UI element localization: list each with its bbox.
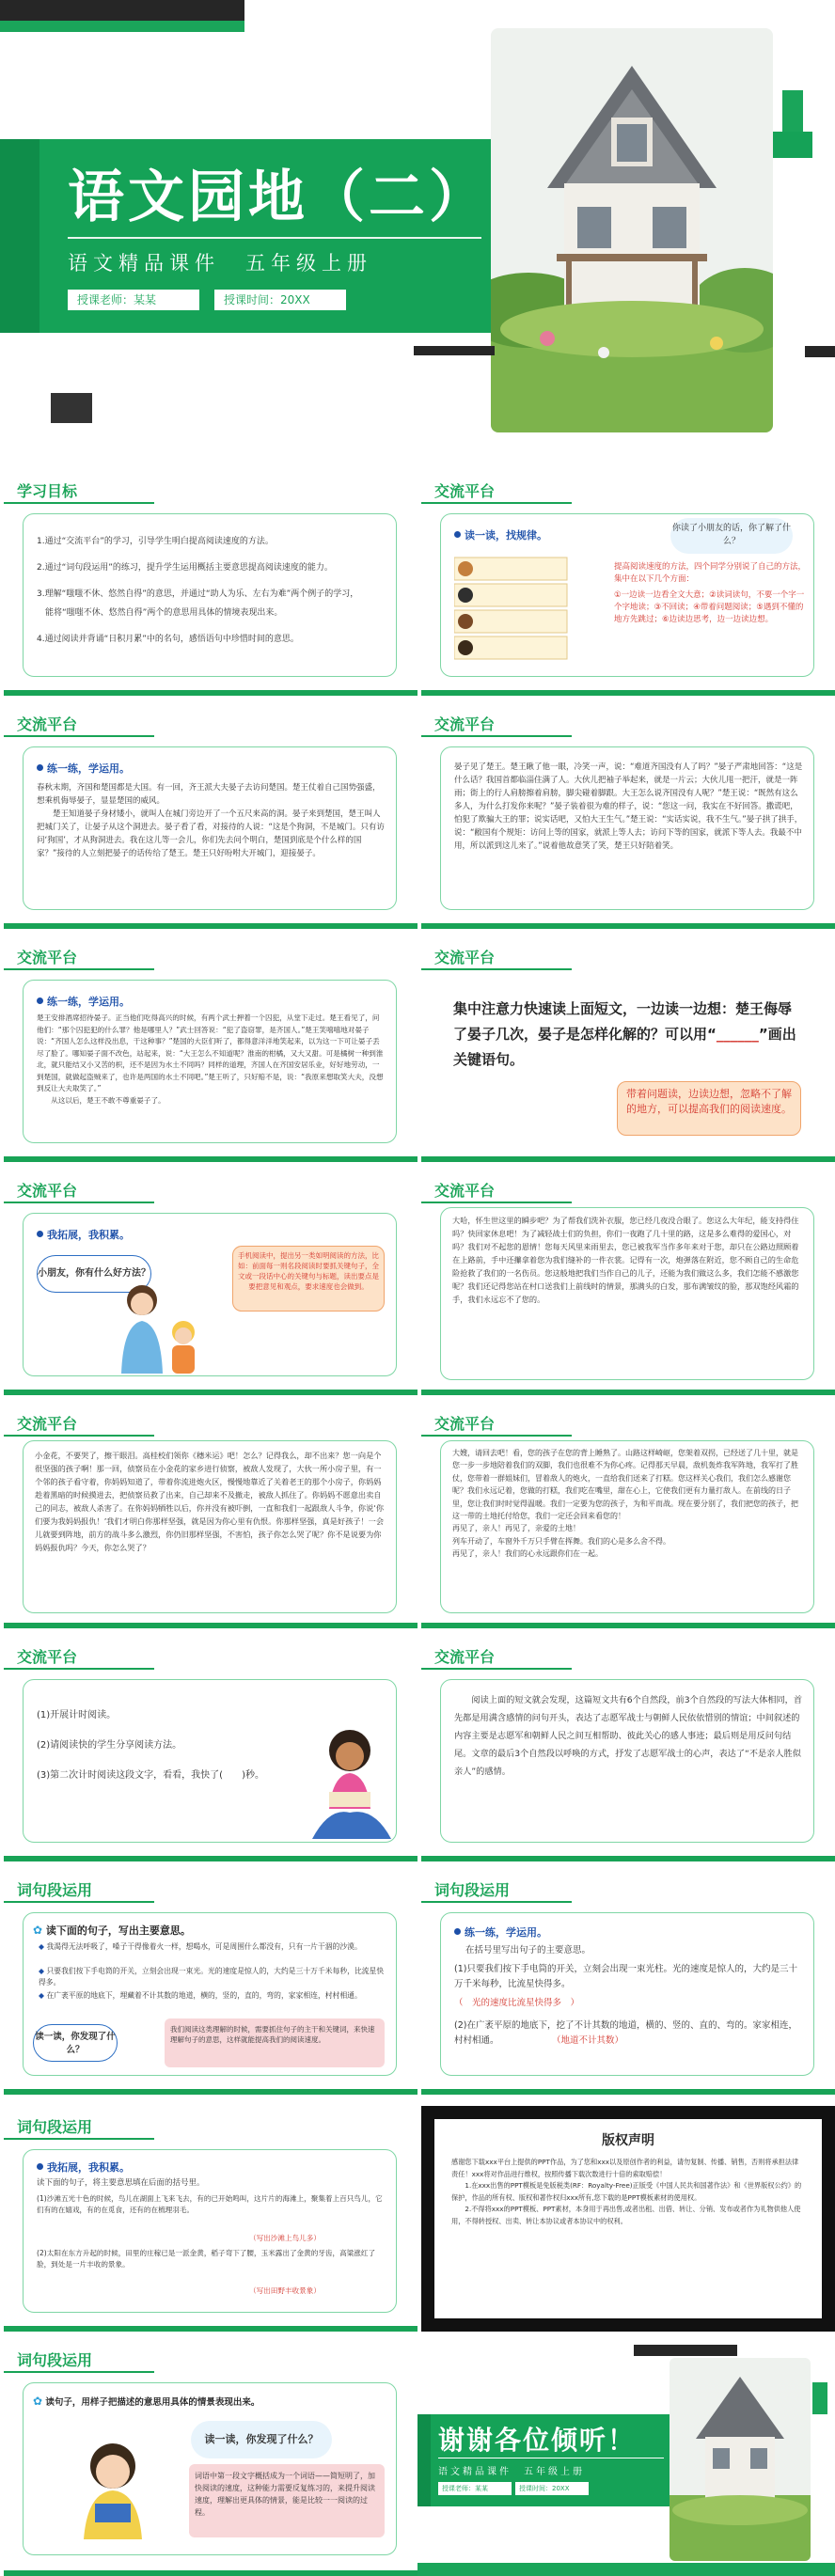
sentence-text: 在广袤平原的地底下，埋藏着不计其数的地道，横的，竖的，直的，弯的，家家相连，村村相通。 — [46, 1991, 362, 2000]
slide-heading: 交流平台 — [434, 715, 496, 733]
bullet-icon: ◆ — [39, 1991, 47, 2000]
slide-heading: 交流平台 — [434, 1648, 496, 1666]
sub-heading-text: 我拓展，我积累。 — [47, 1229, 130, 1241]
decor-bar — [805, 346, 835, 357]
slide-learning-goals — [4, 470, 418, 696]
tip-box: 带着问题读，边读边想，忽略不了解的地方，可以提高我们的阅读速度。 — [617, 1081, 801, 1136]
heading-underline — [421, 1668, 572, 1670]
content-card — [440, 746, 814, 910]
content-card — [440, 513, 814, 677]
slide-exchange-practice-3 — [4, 936, 418, 1162]
heading-underline — [421, 1202, 572, 1203]
end-subtitle: 语文精品课件 五年级上册 — [438, 2467, 585, 2477]
content-card — [23, 513, 397, 677]
question-text — [453, 997, 801, 1073]
heading-underline — [4, 1901, 154, 1903]
slide-exchange-practice-2 — [421, 703, 835, 929]
slide-copyright — [421, 2106, 835, 2332]
bullet-icon — [454, 1928, 461, 1935]
story-text: 大嫂，请回去吧！看，您的孩子在您的背上睡熟了。山路这样崎岖，您架着双拐，已经送了几十里，就是您一步一步地陪着我们的双脚，我们也很难不为你心疼。记得那天早晨，敌机轰炸我军阵地，我军打了胜仗，您带着一群姐妹们，冒着敌人的炮火，一直给我们送来了打糕。您这样关心我们，我们怎么感谢您呢？我们永远记着，您做的打糕，我们吃在嘴里，甜在心上，它使我们更有力量打敌人。在前线的日子里，您让我们时时觉得温暖。我们一定要为您的孩子，为和平而战。现在要分别了，我们把您的孩子，把这一带的土地托付给您，我们一定还会回来看您的！ 再见了，亲人！再见了，亲爱的土地！ 列车开动了，车窗外千万只手臂在挥舞。我们的心是多么舍不得。 再见了，亲人！我们的心永远跟你们在一起。 — [452, 1449, 798, 1559]
sub-heading — [33, 1923, 191, 1938]
slide-heading: 交流平台 — [17, 1648, 78, 1666]
answer-line: （ 光的速度比流星快得多 ） — [454, 1998, 580, 2008]
decor-bar — [634, 2345, 737, 2356]
step-item: (1)开展计时阅读。 — [37, 1710, 117, 1720]
slide-heading: 词句段运用 — [17, 2351, 93, 2369]
decor-block — [812, 2382, 827, 2414]
teacher-chip: 授课老师：某某 — [438, 2482, 512, 2495]
slide-heading: 交流平台 — [434, 949, 496, 966]
flower-icon: ✿ — [33, 2395, 43, 2408]
copyright-card — [434, 2119, 822, 2318]
question-part: ”画出关键语句。 — [453, 1026, 796, 1068]
footer-bar — [4, 690, 418, 696]
decor-block — [773, 132, 812, 158]
sentence-text: 只要我们按下手电筒的开关，立刻会出现一束光。光的速度是惊人的，大约是三十万千米每秒，比流星快得多。 — [39, 1967, 385, 1987]
question-part: 集中注意力快速读上面短文，一边读一边想：楚王侮辱了晏子几次，晏子是怎样化解的？可以用“ — [453, 1000, 793, 1043]
bullet-icon — [37, 764, 43, 771]
tip-box: 词语中第一段文字概括成为一个词语——简短明了，加快阅读的速度，这种能力需要反复练习的，来提升阅读速度，理解出更具体的情景，能是比较一一阅读的过程。 — [189, 2464, 385, 2537]
heading-underline — [4, 2371, 154, 2373]
teacher-chip: 授课老师：某某 — [68, 290, 199, 310]
goal-item: 3.理解“嗤嗤不休、悠然自得”的意思，并通过“助人为乐、左右为难”两个例子的学习， — [37, 589, 359, 599]
teacher-child-illustration — [104, 1280, 208, 1374]
time-chip: 授课时间：20XX — [515, 2482, 589, 2495]
time-chip: 授课时间：20XX — [214, 290, 346, 310]
answer-text: 写出田野丰收景象 — [256, 2286, 314, 2295]
bullet-icon: ◆ — [39, 1967, 47, 1975]
cover-subtitle: 语文精品课件 五年级上册 — [68, 252, 372, 275]
slide-heading: 词句段运用 — [17, 2118, 93, 2136]
sub-heading-text: 我拓展，我积累。 — [47, 2161, 130, 2174]
footer-bar — [4, 1390, 418, 1395]
speech-bubble: 小朋友，你有什么好方法？ — [37, 1255, 151, 1293]
content-card — [23, 1912, 397, 2076]
cover-title: 语文园地（二） — [68, 165, 489, 230]
goal-item: 1.通过“交流平台”的学习，引导学生明白提高阅读速度的方法。 — [37, 537, 274, 546]
sentence-text: (2)太阳在东方升起的时候，田里的庄稼已是一派金黄，稻子弯下了腰，玉米露出了金黄的牙齿，高粱涨红了脸，到处是一片丰收的景象。 — [37, 2249, 376, 2269]
slide-words-sentences-3 — [4, 2106, 418, 2332]
content-card — [23, 2149, 397, 2313]
decor-bar — [0, 21, 244, 32]
reading-girl-illustration — [301, 1726, 399, 1850]
sentence-text: (2)在广袤平原的地底下，挖了不计其数的地道，横的、竖的、直的、弯的。家家相连，村村相通。 — [454, 2020, 797, 2046]
title-band-edge — [0, 139, 39, 333]
slide-words-sentences-1 — [4, 1869, 418, 2095]
slide-heading: 词句段运用 — [17, 1881, 93, 1899]
sub-heading — [37, 1227, 130, 1242]
slide-heading: 交流平台 — [17, 1415, 78, 1433]
footer-bar — [421, 1856, 835, 1861]
story-text: 大哈，怀生世这里的瞬步吧？为了帮我们洗补衣服，您已经几夜没合眼了。您这么大年纪，能支持得住吗？快回家休息吧！为了减轻战士们的负担，你们一夜跑了几十里的路，这是多么难得的爱国心，对吗？我们对不起您的恩情！您每天风里来雨里去，您已被我军当作多年来对于您，却只在公路边照顾着在上路前，手中还攥拿着您为我们缝补的一件衣裳。记得有一次，炮弹落在附近，您不顾自己的生命危险抢救了我们的一名伤员。您这般地把我们当作自己的儿子，还能为我们做这么多，我们怎能不感激您呢？我们还记得您站在村口送我们上前线时的情景，那满头的白发，那布满皱纹的脸，那双饱经风霜的手，我们永远忘不了您的。 — [452, 1216, 799, 1304]
decor-bar — [0, 0, 244, 21]
heading-underline — [4, 735, 154, 737]
house-image — [670, 2358, 811, 2561]
footer-bar — [421, 1156, 835, 1162]
footer-bar — [421, 2089, 835, 2095]
sub-heading-text: 读句子，用样子把描述的意思用具体的情景表现出来。 — [45, 2397, 260, 2408]
sentence-text: 我渴得无法呼吸了，嗓子干得像着火一样，想喝水，可是周围什么都没有，只有一片干涸的沙漠。 — [46, 1942, 362, 1951]
decor-block — [782, 90, 803, 132]
sub-heading — [454, 1924, 547, 1940]
sub-heading-text: 练一练，学运用。 — [47, 996, 130, 1008]
heading-underline — [421, 735, 572, 737]
bullet-icon: ◆ — [39, 1942, 47, 1951]
content-card — [440, 1912, 814, 2076]
answer-blank: ______ — [716, 1026, 759, 1043]
tip-box: 我们阅读这类理解的时候，需要抓住句子的主干和关键词，来快速理解句子的意思，这样就能提高我们的阅读速度。 — [165, 2018, 385, 2067]
cover-slide — [0, 0, 835, 470]
copyright-text: 感谢您下载xxx平台上提供的PPT作品，为了您和xxx以及原创作者的利益，请勿复制、传播、销售，否则将承担法律责任！xxx将对作品进行维权，按照传播下载次数进行十倍的索取赔偿！ 1.在xxx出售的PPT模板是免版税类(RF：Royalty-Free)正版受《中国人民共和国著作法》和《世界版权公约》的保护，作品的所有权、版权和著作权归xxx所有,您下载的是PPT模板素材的使用权。 2.不得将xxx的PPT模板、PPT素材，本身用于再出售,或者出租、出借、转让、分销、发布或者作为礼物供他人使用，不得转授权、出卖、转让本协议或者本协议中的权利。 — [451, 2158, 802, 2225]
cover-divider — [68, 237, 481, 239]
sub-heading — [37, 761, 130, 776]
slide-heading: 交流平台 — [434, 1415, 496, 1433]
slide-heading: 交流平台 — [17, 715, 78, 733]
footer-bar — [4, 2326, 418, 2332]
slide-heading: 词句段运用 — [434, 1881, 511, 1899]
house-image — [491, 28, 773, 432]
story-text: 小金花，不要哭了，擦干眼泪。高桂校们领你《穗米运》吧！怎么？记得我么，却不出来？您一向是个很坚强的孩子啊！那一回，侦察员在小金花的家乡进行侦察，被敌人发现了，大伙一所小房子里，有一个邻的孩子看守着，你妈妈知道了，带着你流进炮火区，慢慢地靠近了关着老王的那个小房子，你妈妈趁着黑暗的时候摸进去，把侦察员救了出来，自己却来不及撤走，被敌人抓住了。你妈妈不愿意出卖自己的同志，被敌人杀害了。在你妈妈牺牲以后，你并没有被吓倒，一直和我们一起跟敌人斗争，你说‘你们要为我妈妈报仇！’我们才明白你那样坚强，就是因为你心里有仇恨。你那样坚强，真是好孩子！一会儿就要到阵地，前方的战斗多么激烈，你仍旧那样坚强，不害怕，孩子你怎么哭了呢？你不是说要为你妈妈报仇吗？今天，你怎么哭了？ — [35, 1451, 385, 1552]
instruction-text: 在括号里写出句子的主要意思。 — [465, 1945, 591, 1956]
content-card — [23, 1440, 397, 1613]
slide-heading: 交流平台 — [434, 482, 496, 500]
slide-exchange-timing — [4, 1636, 418, 1861]
bullet-icon — [454, 531, 461, 538]
slide-exchange-question — [421, 936, 835, 1162]
slide-exchange-analysis — [421, 1636, 835, 1861]
instruction-text: 读下面的句子，将主要意思填在后面的括号里。 — [37, 2178, 205, 2188]
speech-bubble: 你读了小朋友的话，你了解了什么？ — [670, 518, 793, 554]
flower-icon: ✿ — [33, 1924, 43, 1937]
slide-exchange-practice-1 — [4, 703, 418, 929]
bullet-icon — [37, 997, 43, 1004]
story-text: 晏子见了楚王。楚王瞅了他一眼，冷笑一声，说：“难道齐国没有人了吗？”晏子严肃地回答：“这是什么话？我国首都临淄住满了人。大伙儿把袖子举起来，就是一片云；大伙儿甩一把汗，就是一阵雨；街上的行人肩膀擦着肩膀，脚尖碰着脚跟。大王怎么说齐国没有人呢？”楚王说：“既然有这么多人，为什么打发你来呢？”晏子装着很为难的样子，说：“您这一问，我实在不好回答。撒谎吧，怕犯了欺骗大王的罪；说实话吧，又怕大王生气。”楚王说：“实话实说，我不生气。”晏子拱了拱手，说：“敝国有个规矩：访问上等的国家，就派上等人去；访问下等的国家，就派下等人去。我最不中用，所以派到这儿来了。”说着他故意笑了笑，楚王只好陪着笑。 — [454, 762, 803, 851]
story-text: 春秋末期，齐国和楚国都是大国。有一回，齐王派大夫晏子去访问楚国。楚王仗着自己国势强盛，想乘机侮辱晏子，显显楚国的威风。 楚王知道晏子身材矮小，就叫人在城门旁边开了一个五尺来高的洞。晏子来到楚国，楚王叫人把城门关了，让晏子从这个洞进去。晏子看了看，对接待的人说：“这是个狗洞，不是城门。只有访问‘狗国’，才从狗洞进去。我在这儿等一会儿，你们先去问个明白，楚国到底是个什么样的国家？”接待的人立刻把晏子的话传给了楚王。楚王只好吩咐大开城门，迎接晏子。 — [37, 783, 385, 858]
footer-bar — [421, 690, 835, 696]
footer-bar — [4, 2570, 418, 2576]
end-title: 谢谢各位倾听！ — [438, 2425, 637, 2456]
slide-heading: 交流平台 — [17, 949, 78, 966]
answer-line: （写出田野丰收景象） — [249, 2286, 321, 2295]
footer-bar — [4, 1856, 418, 1861]
heading-underline — [421, 1435, 572, 1437]
footer-bar — [4, 923, 418, 929]
sub-heading-text: 读下面的句子，写出主要意思。 — [45, 1924, 191, 1937]
heading-underline — [4, 1202, 154, 1203]
heading-underline — [4, 2138, 154, 2140]
decor-bar — [414, 346, 495, 355]
decor-block — [51, 393, 92, 423]
content-card — [23, 980, 397, 1143]
boy-illustration — [61, 2434, 165, 2539]
story-text: 楚王安排酒席招待晏子。正当他们吃得高兴的时候，有两个武士押着一个囚犯，从堂下走过。楚王看见了，问他们：“那个囚犯犯的什么罪？他是哪里人？”武士回答说：“犯了盗窃罪，是齐国人。”楚王笑嘻嘻地对晏子说：“齐国人怎么这样没出息，干这种事？”楚国的大臣们听了，都得意洋洋地笑起来，以为这一下可让晏子丢尽了脸了。哪知晏子面不改色，站起来，说：“大王怎么不知道呢？淮南的柑橘，又大又甜。可是橘树一种到淮北，就只能结又小又苦的枳，还不是因为水土不同吗？同样的道理，齐国人在齐国安居乐业，好好地劳动，一到楚国，就做起盗贼来了，也许是两国的水土不同吧。”楚王听了，只好赔不是，说：“我原来想取笑大夫，没想到反让大夫取笑了。” 从这以后，楚王不敢不尊重晏子了。 — [37, 1013, 384, 1105]
example-sentence — [39, 1990, 386, 2002]
heading-underline — [4, 502, 154, 504]
answer-line: （写出沙滩上鸟儿多） — [249, 2234, 321, 2242]
sub-heading-text: 练一练，学运用。 — [47, 762, 130, 775]
step-item: (2)请阅读快的学生分享阅读方法。 — [37, 1740, 182, 1751]
sub-heading — [454, 527, 547, 542]
sub-heading-text: 读一读，找规律。 — [465, 529, 547, 542]
heading-underline — [421, 502, 572, 504]
footer-bar — [421, 1390, 835, 1395]
slide-heading: 交流平台 — [17, 1182, 78, 1200]
answer-text: 光的速度比流星快得多 — [472, 1998, 562, 2008]
footer-bar — [421, 1623, 835, 1628]
footer-bar — [4, 1623, 418, 1628]
content-card — [23, 2382, 397, 2555]
answer-line: （地道不计其数） — [552, 2035, 624, 2046]
copyright-title: 版权声明 — [602, 2133, 654, 2148]
step-item: (3)第二次计时阅读这段文字，看看，我快了( )秒。 — [37, 1770, 264, 1781]
content-card — [23, 1213, 397, 1376]
slide-exchange-read — [421, 470, 835, 696]
heading-underline — [421, 968, 572, 970]
slide-exchange-text-3 — [421, 1403, 835, 1628]
sub-heading — [37, 994, 130, 1009]
content-card — [440, 1207, 814, 1380]
method-summary: 提高阅读速度的方法，四个同学分别说了自己的方法，集中在以下几个方面： — [614, 562, 807, 584]
sentence-text: (1)只要我们按下手电筒的开关，立刻会出现一束光柱。光的速度是惊人的，大约是三十万千米每秒，比流星快得多。 — [454, 1964, 797, 1989]
goal-item: 能将“嗤嗤不休、悠然自得”两个的意思用具体的情境表现出来。 — [37, 608, 283, 618]
goal-item: 2.通过“词句段运用”的练习，提升学生运用概括主要意思提高阅读速度的能力。 — [37, 563, 333, 573]
heading-underline — [4, 1668, 154, 1670]
footer-bar — [4, 1156, 418, 1162]
goal-item: 4.通过阅读并背诵“日积月累”中的名句，感悟语句中珍惜时间的意思。 — [37, 635, 299, 644]
content-card — [23, 746, 397, 910]
footer-bar — [421, 923, 835, 929]
bullet-icon — [37, 1231, 43, 1237]
children-illustration — [454, 554, 576, 665]
footer-bar — [418, 2563, 835, 2576]
slide-words-sentences-2 — [421, 1869, 835, 2095]
slide-exchange-text-2 — [4, 1403, 418, 1628]
heading-underline — [4, 968, 154, 970]
sub-heading — [37, 2160, 130, 2175]
method-list: ①一边读一边看全文大意；②读词读句，不要一个字一个字地读；③不回读；④带着问题阅读；⑤遇到不懂的地方先跳过；⑥边读边思考，边一边读边想。 — [614, 590, 805, 624]
heading-underline — [4, 1435, 154, 1437]
bullet-icon — [37, 2163, 43, 2170]
footer-bar — [4, 2089, 418, 2095]
end-slide — [418, 2345, 835, 2576]
speech-bubble: 读一读，你发现了什么？ — [33, 2024, 118, 2062]
example-sentence — [39, 1941, 386, 1953]
tip-box: 手机阅读中，提出另一类如明阅读的方法，比如：前面每一则名段阅读时要抓关键句子，全文或一段话中心的关键句与标题，读出要点是要把意见和观点，要求速度也会做到。 — [232, 1246, 385, 1312]
analysis-text: 阅读上面的短文就会发现，这篇短文共有6个自然段，前3个自然段的写法大体相同，首先都是用满含感情的问句开头，表达了志愿军战士与朝鲜人民依依惜别的情谊；中间叙述的内容主要是志愿军和朝鲜人民之间互相帮助、彼此关心的感人事迹；最后则是用反问句结尾。文章的最后3个自然段以呼唤的方式，抒发了志愿军战士的心声，表达了“不是亲人胜似亲人”的感情。 — [454, 1695, 803, 1777]
sub-heading — [33, 2395, 260, 2408]
content-card — [440, 980, 814, 1143]
sub-heading-text: 练一练，学运用。 — [465, 1926, 547, 1939]
example-sentence — [39, 1966, 386, 1988]
answer-text: 地道不计其数 — [560, 2035, 615, 2046]
slide-heading: 交流平台 — [434, 1182, 496, 1200]
content-card — [440, 1440, 814, 1613]
title-band-edge — [418, 2414, 431, 2506]
heading-underline — [421, 1901, 572, 1903]
slide-heading: 学习目标 — [17, 482, 78, 500]
content-card — [440, 1679, 814, 1843]
speech-bubble: 读一读，你发现了什么？ — [191, 2421, 332, 2458]
slide-words-sentences-4 — [4, 2339, 418, 2576]
answer-text: 写出沙滩上鸟儿多 — [256, 2234, 314, 2242]
slide-exchange-extend — [4, 1170, 418, 1395]
slide-exchange-text-1 — [421, 1170, 835, 1395]
sentence-text: (1)沙滩五光十色的时候，鸟儿在湖面上飞来飞去，有的已开始鸣叫，这片片的海滩上，聚集着上百只鸟儿，它们有的在嬉戏，有的在觅食，还有的在梳理羽毛。 — [37, 2194, 383, 2214]
